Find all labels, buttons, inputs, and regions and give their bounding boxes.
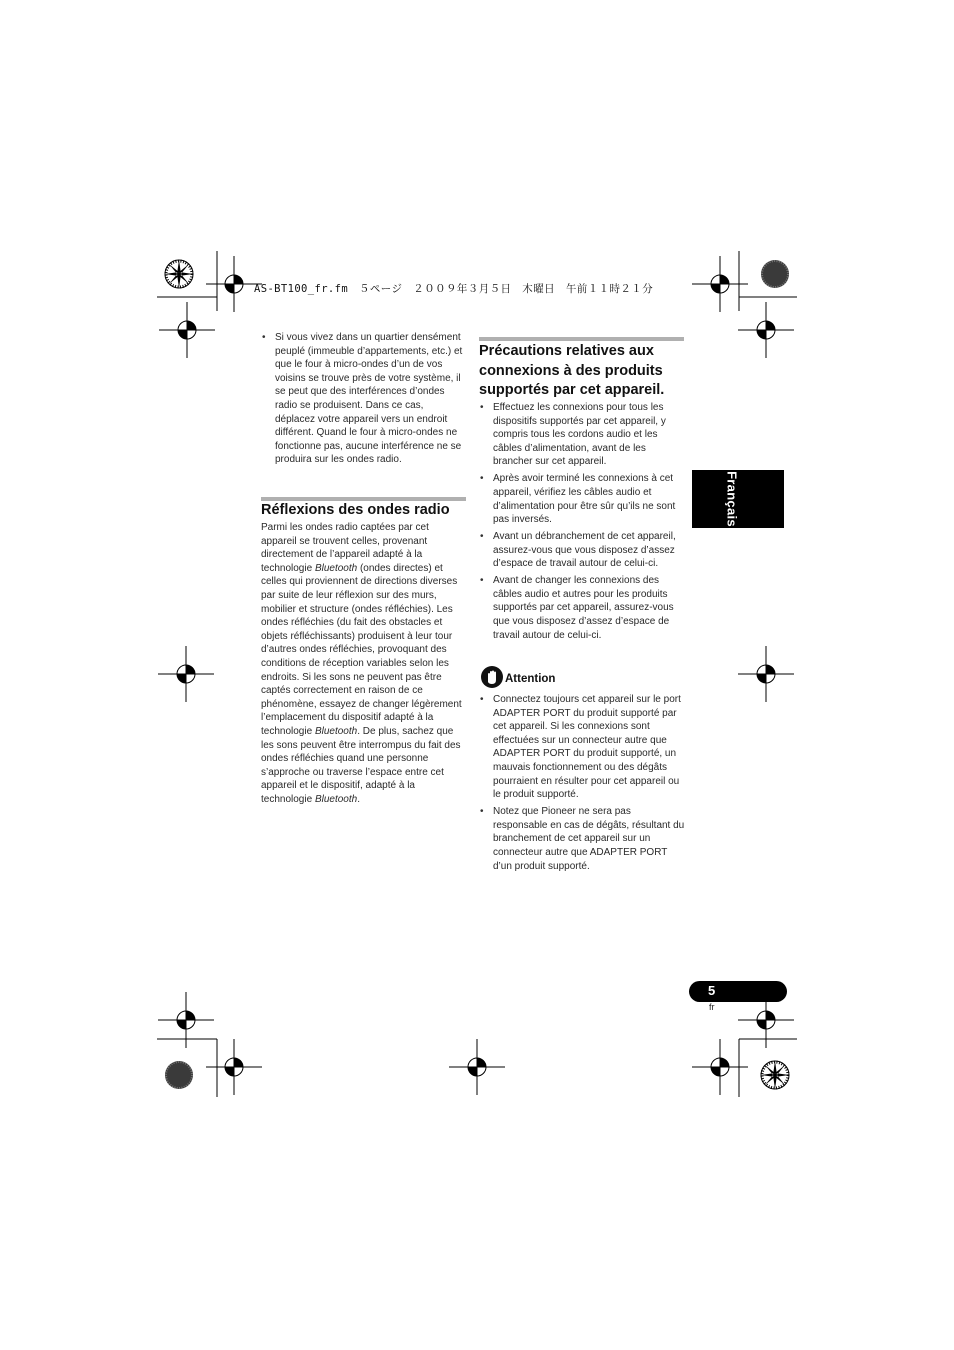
registration-dot-mark	[761, 260, 789, 288]
list-item: • Après avoir terminé les connexions à cet appareil, vérifiez les câbles audio et d’alimentation pour être sûr qu’ils ne sont pas inversés.	[479, 472, 685, 526]
registration-cross-mark	[692, 1039, 748, 1095]
list-item: • Notez que Pioneer ne sera pas responsable en cas de dégâts, résultant du branchement de cet appareil sur un connecteur autre que ADAPTER PORT d’un produit supporté.	[479, 805, 685, 873]
list-item: • Effectuez les connexions pour tous les dispositifs supportés par cet appareil, y compris tous les cordons audio et les câbles d’alimentation, avant de les brancher sur cet appareil.	[479, 401, 685, 469]
registration-cross-mark	[738, 646, 794, 702]
registration-cross-mark	[449, 1039, 505, 1095]
section-title-reflections: Réflexions des ondes radio	[261, 502, 450, 518]
precautions-list-container	[479, 401, 685, 646]
left-column	[261, 331, 466, 470]
section-rule	[479, 337, 684, 341]
attention-list-container	[479, 693, 685, 877]
registration-burst-mark	[761, 1061, 789, 1089]
registration-cross-mark	[158, 992, 214, 1048]
registration-cross-mark	[158, 646, 214, 702]
attention-list	[479, 693, 685, 873]
reflections-paragraph: Parmi les ondes radio captées par cet appareil se trouvent celles, provenant directement de l’appareil adapté à la technologie Bluetooth (ondes directes) et celles qui proviennent de directions diverses par suite de leur réflexion sur des murs, mobilier et structure (ondes réfléchies). Les ondes réfléchies (du fait des obstacles et objets réfléchissants) produisent à leur tour d’autres ondes réfléchies, provoquant des conditions de réception variables selon les endroits. Si les sons ne peuvent pas être captés correctement en raison de ce phénomène, essayez de changer légèrement l’emplacement du dispositif adapté à la technologie Bluetooth. De plus, sachez que les sons peuvent être interrompus du fait des ondes réfléchies quand une personne s’approche ou traverse l’espace entre cet appareil et le dispositif, adapté à la technologie Bluetooth.	[261, 522, 462, 805]
language-tab	[692, 470, 784, 528]
print-header-info: AS-BT100_fr.fm ５ページ ２００９年３月５日 木曜日 午前１１時２１分	[254, 283, 654, 295]
registration-cross-mark	[738, 302, 794, 358]
attention-hand-icon	[481, 666, 503, 688]
attention-label: Attention	[505, 673, 556, 685]
list-item: • Avant de changer les connexions des câbles audio et autres pour les produits supportés par cet appareil, assurez-vous que vous disposez d’assez d’espace de travail autour de celui-ci.	[479, 574, 685, 642]
language-tab-label: Français	[724, 471, 740, 527]
list-item: • Si vous vivez dans un quartier densément peuplé (immeuble d’appartements, etc.) et que le four à micro-ondes d’un de vos voisins se trouve près de votre système, il se peut que des interférences d’ondes radio se produisent. Dans ce cas, déplacez votre appareil vers un endroit différent. Quand le four à micro-ondes ne fonctionne pas, aucune interférence ne se produira sur les ondes radio.	[261, 331, 466, 467]
registration-burst-mark	[165, 260, 193, 288]
section-title-precautions: Précautions relatives aux connexions à des produits supportés par cet appareil.	[479, 343, 665, 398]
page-number-badge	[689, 981, 787, 1002]
page-number: 5	[708, 983, 716, 998]
page-language-code: fr	[709, 1002, 715, 1012]
registration-dot-mark	[165, 1061, 193, 1089]
registration-cross-mark	[206, 1039, 262, 1095]
interference-list	[261, 331, 466, 467]
registration-cross-mark	[159, 302, 215, 358]
list-item: • Connectez toujours cet appareil sur le port ADAPTER PORT du produit supporté par cet appareil. Si les connexions sont effectuées sur un connecteur autre que ADAPTER PORT du produit supporté, un mauvais fonctionnement ou des dégâts pourraient en résulter pour cet appareil ou le produit supporté.	[479, 693, 685, 802]
registration-cross-mark	[692, 256, 748, 312]
list-item: • Avant un débranchement de cet appareil, assurez-vous que vous disposez d’assez d’espace de travail autour de celui-ci.	[479, 530, 685, 571]
precautions-list	[479, 401, 685, 642]
